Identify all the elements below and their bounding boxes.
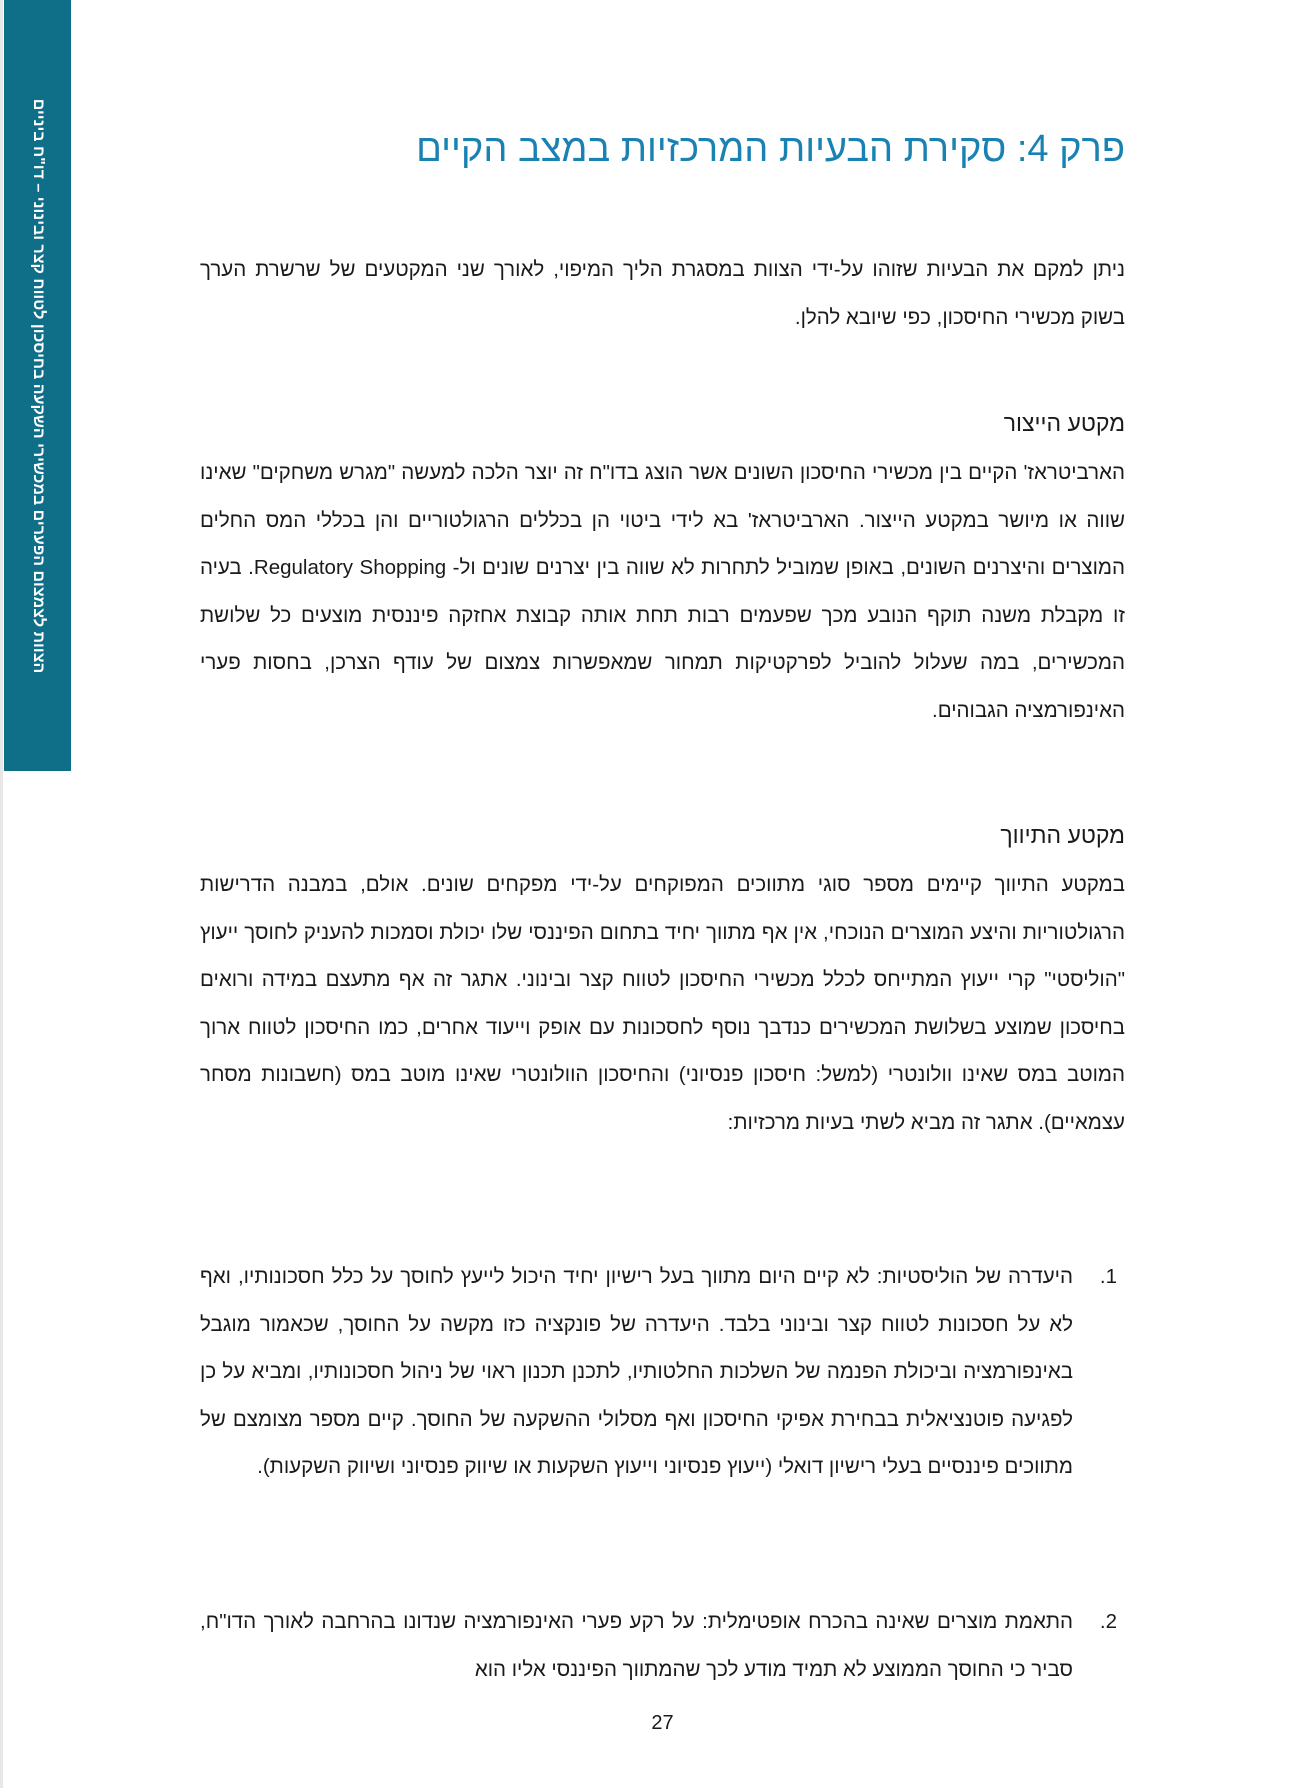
intro-paragraph: ניתן למקם את הבעיות שזוהו על-ידי הצוות במסגרת הליך המיפוי, לאורך שני המקטעים של שרשרת הערך בשוק מכשירי החיסכון, כפי שיובא להלן. xyxy=(200,258,1125,329)
left-page-rule xyxy=(0,0,3,1788)
section-heading-distribution: מקטע התיווך xyxy=(1000,822,1125,848)
list-item-number: 1. xyxy=(1099,1265,1117,1288)
list-item-text: היעדרה של הוליסטיות: לא קיים היום מתווך בעל רישיון יחיד היכול לייעץ לחוסך על כלל חסכונותיו, ואף לא על חסכונות לטווח קצר ובינוני בלבד. היעדרה של פונקציה כזו מקשה על החוסך, שכאמור מוגבל באינפורמציה וביכולת הפנמה של השלכות החלטותיו, לתכנן תכנון ראוי של ניהול חסכונותיו, ומביא על כן לפגיעה פוטנציאלית בבחירת אפיקי החיסכון ואף מסלולי ההשקעה של החוסך. קיים מספר מצומצם של מתווכים פיננסיים בעלי רישיון דואלי (ייעוץ פנסיוני וייעוץ השקעות או שיווק פנסיוני ושיווק השקעות). xyxy=(200,1265,1073,1478)
chapter-title: פרק 4: סקירת הבעיות המרכזיות במצב הקיים xyxy=(416,128,1125,170)
sidebar-running-title: הצוות לצמצום הפערים במכשירי השקעה בחיסכון לטווח קצר ובינוני – דו"ח ביניים xyxy=(29,98,47,673)
list-item xyxy=(200,1598,1125,1693)
list-item xyxy=(200,1253,1125,1491)
section-heading-production: מקטע הייצור xyxy=(1003,410,1125,436)
issues-list-continued xyxy=(200,1598,1125,1693)
list-item-number: 2. xyxy=(1099,1610,1117,1633)
sidebar-band xyxy=(4,0,71,771)
production-paragraph: הארביטראז' הקיים בין מכשירי החיסכון השונים אשר הוצג בדו"ח זה יוצר הלכה למעשה "מגרש משחקים" שאינו שווה או מיושר במקטע הייצור. הארביטראז' בא לידי ביטוי הן בכללים הרגולטוריים והן בכללי המס החלים המוצרים והיצרנים השונים, באופן שמוביל לתחרות לא שווה בין יצרנים שונים ול- Regulatory Shopping. בעיה זו מקבלת משנה תוקף הנובע מכך שפעמים רבות תחת אותה קבוצת אחזקה פיננסית מוצעים כל שלושת המכשירים, במה שעלול להוביל לפרקטיקות תמחור שמאפשרות צמצום של עודף הצרכן, בחסות פערי האינפורמציה הגבוהים. xyxy=(200,461,1125,722)
page-number: 27 xyxy=(651,1712,674,1734)
issues-list xyxy=(200,1253,1125,1491)
distribution-paragraph: במקטע התיווך קיימים מספר סוגי מתווכים המפוקחים על-ידי מפקחים שונים. אולם, במבנה הדרישות הרגולטוריות והיצע המוצרים הנוכחי, אין אף מתווך יחיד בתחום הפיננסי שלו יכולת וסמכות להעניק לחוסך ייעוץ "הוליסטי" קרי ייעוץ המתייחס לכלל מכשירי החיסכון לטווח קצר ובינוני. אתגר זה אף מתעצם במידה ורואים בחיסכון שמוצע בשלושת המכשירים כנדבך נוסף לחסכונות עם אופק וייעוד אחרים, כמו החיסכון לטווח ארוך המוטב במס שאינו וולונטרי (למשל: חיסכון פנסיוני) והחיסכון הוולונטרי שאינו מוטב במס (חשבונות מסחר עצמאיים). אתגר זה מביא לשתי בעיות מרכזיות: xyxy=(200,873,1125,1134)
list-item-text: התאמת מוצרים שאינה בהכרח אופטימלית: על רקע פערי האינפורמציה שנדונו בהרחבה לאורך הדו"ח, סביר כי החוסך הממוצע לא תמיד מודע לכך שהמתווך הפיננסי אליו הוא xyxy=(200,1610,1073,1681)
